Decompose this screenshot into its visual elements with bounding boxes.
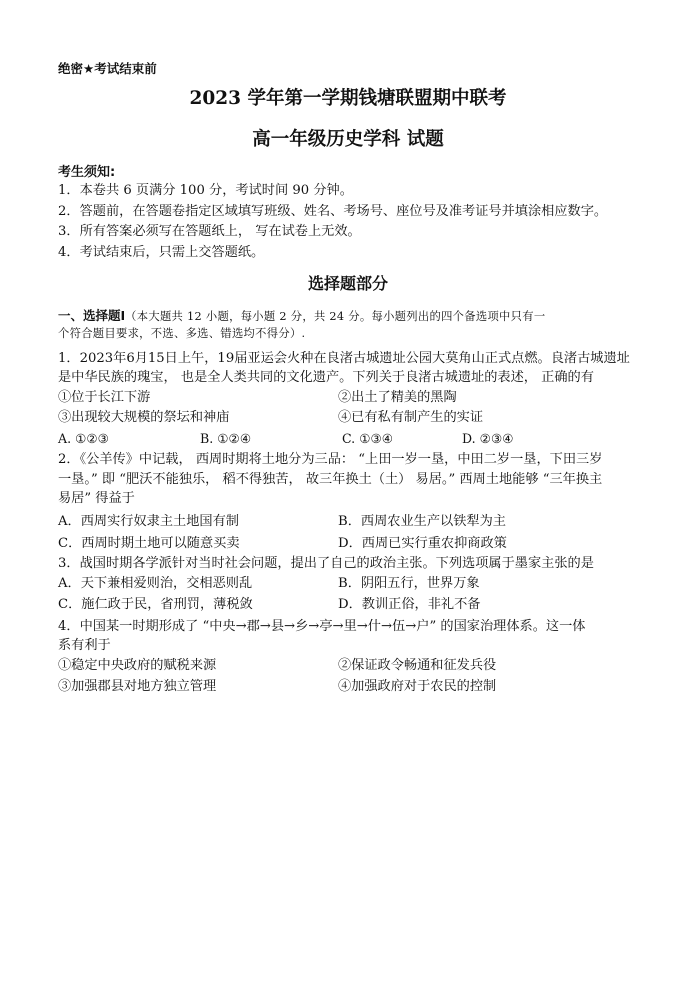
section-title: 选择题部分 [307,274,388,293]
question-3-option-c: C．施仁政于民，省刑罚，薄税敛 [58,597,253,612]
part-heading [58,307,545,326]
part-description: （本大题共 12 小题，每小题 2 分，共 24 分。每小题列出的四个备选项中只有一 [125,310,546,323]
question-2-stem-cont: 易居” 得益于 [58,491,135,506]
question-1-statement: ①位于长江下游 [58,390,151,405]
question-1-option-a: A. ①②③ [58,431,109,446]
question-3-option-d: D．教训正俗，非礼不备 [338,597,481,612]
question-3-option-a: A．天下兼相爱则治，交相恶则乱 [58,576,253,591]
question-1-option-c: C. ①③④ [342,431,394,446]
question-2-option-a: A．西周实行奴隶主土地国有制 [58,514,239,529]
question-1-statement: ②出土了精美的黑陶 [338,390,457,405]
question-4-statement: ③加强郡县对地方独立管理 [58,679,217,694]
notice-heading: 考生须知: [58,165,116,180]
part-description-cont: 个符合题目要求，不选、多选、错选均不得分）. [58,327,306,340]
question-3-option-b: B．阴阳五行，世界万象 [338,576,480,591]
question-4-stem: 4．中国某一时期形成了 “中央→郡→县→乡→亭→里→什→伍→户” 的国家治理体系。这一体 [58,619,586,634]
question-1-option-d: D. ②③④ [462,431,514,446]
question-2-stem: 2．《公羊传》中记载， 西周时期将土地分为三品： “上田一岁一垦，中田二岁一垦，下田三岁 [58,452,603,467]
notice-item: 4．考试结束后，只需上交答题纸。 [58,245,265,260]
question-1-statement: ④已有私有制产生的实证 [338,410,484,425]
notice-item: 2．答题前，在答题卷指定区域填写班级、姓名、考场号、座位号及准考证号并填涂相应数字。 [58,204,608,219]
question-4-statement: ①稳定中央政府的赋税来源 [58,658,217,673]
question-1-stem: 1．2023年6月15日上午，19届亚运会火种在良渚古城遗址公园大莫角山正式点燃。良渚古城遗址 [58,351,630,366]
question-1-option-b: B. ①②④ [200,431,252,446]
question-2-option-b: B．西周农业生产以铁犁为主 [338,514,506,529]
question-4-statement: ②保证政令畅通和征发兵役 [338,658,497,673]
question-2-stem-cont: 一垦。” 即 “肥沃不能独乐， 稻不得独苦， 故三年换土（土） 易居。” 西周土地能够 “三年换主 [58,472,603,487]
confidential-label: 绝密★考试结束前 [58,61,157,76]
exam-subtitle: 高一年级历史学科 试题 [252,129,444,150]
notice-item: 3．所有答案必须写在答题纸上， 写在试卷上无效。 [58,224,361,239]
exam-title: 2023 学年第一学期钱塘联盟期中联考 [189,88,507,109]
question-4-stem-cont: 系有利于 [58,638,111,653]
notice-item: 1．本卷共 6 页满分 100 分，考试时间 90 分钟。 [58,183,353,198]
question-4-statement: ④加强政府对于农民的控制 [338,679,497,694]
question-3-stem: 3．战国时期各学派针对当时社会问题，提出了自己的政治主张。下列选项属于墨家主张的是 [58,556,594,571]
question-1-stem-cont: 是中华民族的瑰宝， 也是全人类共同的文化遗产。下列关于良渚古城遗址的表述， 正确的有 [58,370,594,385]
question-2-option-d: D．西周已实行重农抑商政策 [338,536,507,551]
question-1-statement: ③出现较大规模的祭坛和神庙 [58,410,230,425]
question-2-option-c: C．西周时期土地可以随意买卖 [58,536,240,551]
part-label: 一、选择题Ⅰ [58,308,126,323]
